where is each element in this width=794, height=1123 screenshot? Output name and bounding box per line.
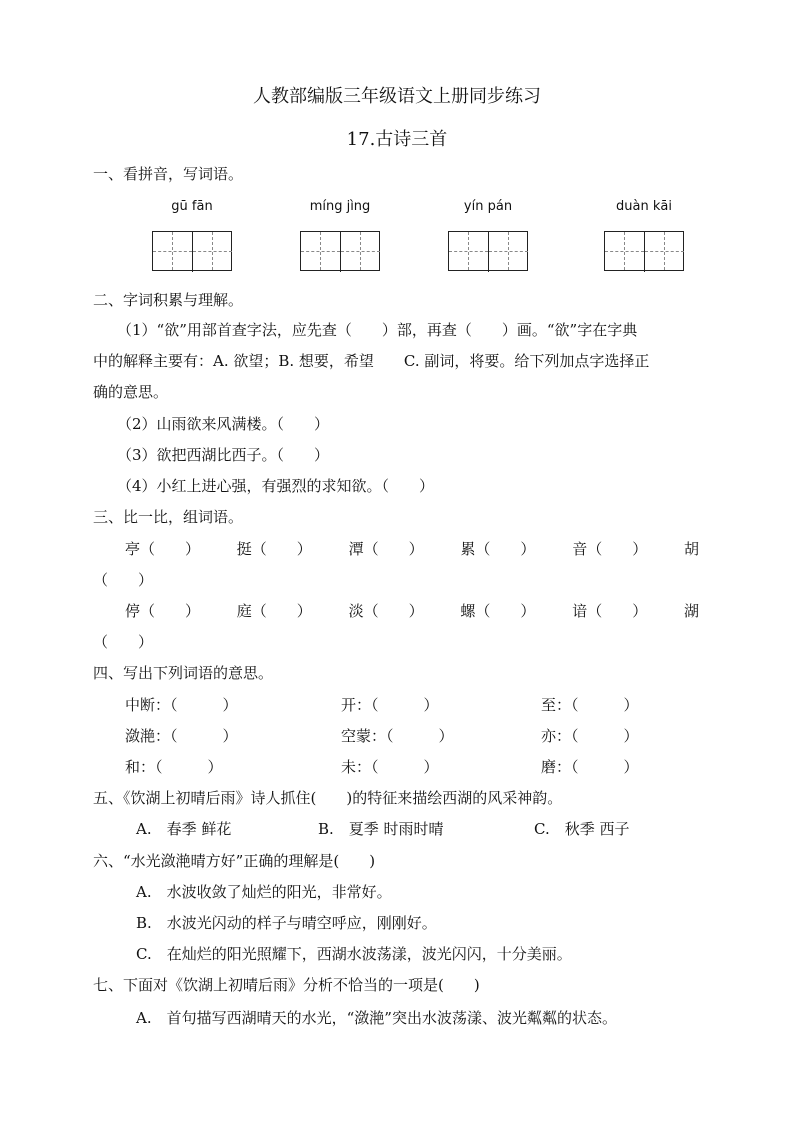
compare-row-1-tail: （ ） — [93, 571, 154, 589]
compare-item: 亭（ ） — [125, 540, 201, 558]
section2-item-4: （4）小红上进心强，有强烈的求知欲。（ ） — [117, 477, 435, 495]
writing-grid-1[interactable] — [152, 231, 232, 271]
writing-grid-4[interactable] — [604, 231, 684, 271]
meaning-item: 亦：（ ） — [541, 727, 639, 745]
compare-item: 湖 — [683, 602, 699, 620]
section3-heading: 三、比一比，组词语。 — [93, 508, 244, 526]
compare-item: 胡 — [683, 540, 699, 558]
option-a: A. 春季 鲜花 — [136, 820, 232, 838]
option-a: A. 首句描写西湖晴天的水光，“潋滟”突出水波荡漾、波光粼粼的状态。 — [136, 1009, 617, 1027]
compare-item: 音（ ） — [572, 540, 648, 558]
meaning-item: 至：（ ） — [541, 696, 639, 714]
compare-item: 累（ ） — [460, 540, 536, 558]
compare-item: 谙（ ） — [572, 602, 648, 620]
option-b: B. 水波光闪动的样子与晴空呼应，刚刚好。 — [136, 914, 437, 932]
section2-item-2: （2）山雨欲来风满楼。（ ） — [117, 415, 330, 433]
compare-row-1 — [125, 539, 699, 559]
meaning-item: 中断：（ ） — [125, 696, 238, 714]
meaning-item: 未：（ ） — [341, 758, 439, 776]
meaning-item: 空蒙：（ ） — [341, 727, 454, 745]
pinyin-1: gū fān — [171, 199, 213, 214]
pinyin-4: duàn kāi — [616, 199, 672, 214]
meaning-item: 潋滟：（ ） — [125, 727, 238, 745]
pinyin-2: míng jìng — [309, 199, 371, 214]
section1-heading: 一、看拼音，写词语。 — [93, 165, 244, 183]
compare-row-2 — [125, 601, 699, 621]
option-a: A. 水波收敛了灿烂的阳光，非常好。 — [136, 883, 392, 901]
option-b: B. 夏季 时雨时晴 — [318, 820, 444, 838]
page-title: 人教部编版三年级语文上册同步练习 — [253, 86, 541, 107]
section6-heading: 六、“水光潋滟晴方好”正确的理解是( ) — [93, 852, 376, 870]
meaning-item: 开：（ ） — [341, 696, 439, 714]
section4-heading: 四、写出下列词语的意思。 — [93, 664, 274, 682]
section2-heading: 二、字词积累与理解。 — [93, 291, 244, 309]
compare-item: 停（ ） — [125, 602, 201, 620]
section5-heading: 五、《饮湖上初晴后雨》诗人抓住( )的特征来描绘西湖的风采神韵。 — [93, 789, 563, 807]
compare-item: 螺（ ） — [460, 602, 536, 620]
compare-item: 挺（ ） — [236, 540, 312, 558]
section2-intro-line2: 中的解释主要有：A. 欲望；B. 想要，希望 C. 副词，将要。给下列加点字选择正 — [93, 352, 650, 370]
option-c: C. 秋季 西子 — [534, 820, 630, 838]
pinyin-3: yín pán — [463, 199, 513, 214]
compare-row-2-tail: （ ） — [93, 633, 154, 651]
section2-intro-line3: 确的意思。 — [93, 383, 169, 401]
compare-item: 庭（ ） — [236, 602, 312, 620]
lesson-title: 17.古诗三首 — [346, 129, 448, 150]
section7-heading: 七、下面对《饮湖上初晴后雨》分析不恰当的一项是( ) — [93, 976, 480, 994]
writing-grid-2[interactable] — [300, 231, 380, 271]
section2-intro-line1: （1）“欲”用部首查字法，应先查（ ）部，再查（ ）画。“欲”字在字典 — [117, 321, 638, 339]
meaning-item: 磨：（ ） — [541, 758, 639, 776]
section2-item-3: （3）欲把西湖比西子。（ ） — [117, 446, 330, 464]
option-c: C. 在灿烂的阳光照耀下，西湖水波荡漾，波光闪闪，十分美丽。 — [136, 945, 572, 963]
writing-grid-3[interactable] — [448, 231, 528, 271]
meaning-item: 和：（ ） — [125, 758, 223, 776]
compare-item: 淡（ ） — [348, 602, 424, 620]
compare-item: 潭（ ） — [348, 540, 424, 558]
